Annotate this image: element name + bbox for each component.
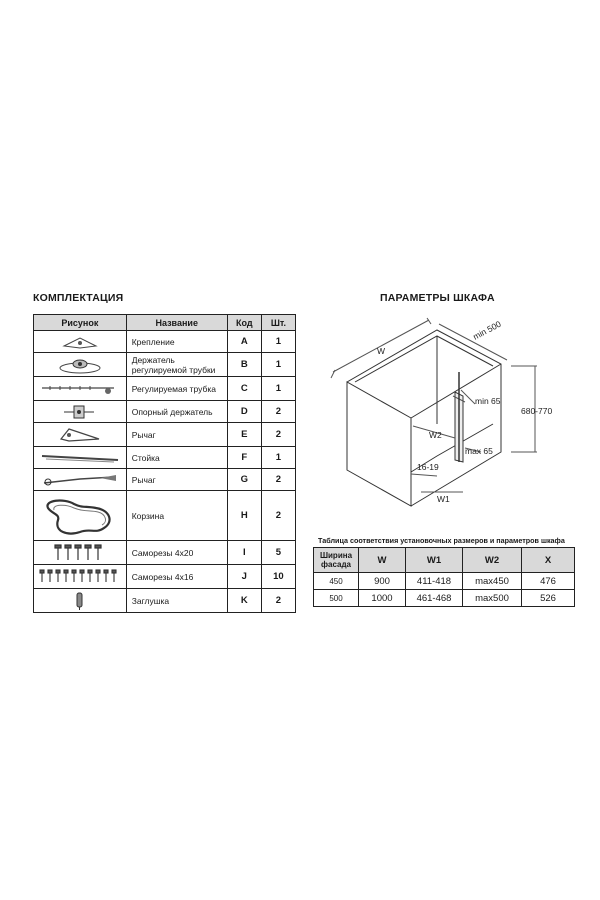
cell-w2: max500 — [463, 590, 522, 607]
label-height: 680-770 — [521, 406, 553, 416]
item-qty: 2 — [261, 401, 295, 423]
header-qty: Шт. — [261, 315, 295, 331]
item-name: Заглушка — [126, 589, 227, 613]
item-qty: 1 — [261, 331, 295, 353]
item-name: Держатель регулируемой трубки — [126, 353, 227, 377]
table-row — [34, 377, 296, 401]
cell-facade: 500 — [314, 590, 359, 607]
kit-title: КОМПЛЕКТАЦИЯ — [33, 292, 124, 304]
table-row — [34, 423, 296, 447]
table-row — [34, 331, 296, 353]
cell-w1: 411-418 — [406, 573, 463, 590]
lever-e-icon — [55, 425, 105, 445]
cell-w1: 461-468 — [406, 590, 463, 607]
table-row — [314, 590, 575, 607]
lever-g-icon — [40, 473, 120, 487]
item-code: C — [227, 377, 261, 401]
item-name: Саморезы 4х20 — [126, 541, 227, 565]
adjustable-tube-icon — [40, 383, 120, 395]
label-w2: W2 — [429, 430, 442, 440]
table-row — [34, 447, 296, 469]
item-code: K — [227, 589, 261, 613]
item-code: I — [227, 541, 261, 565]
cell-w: 1000 — [359, 590, 406, 607]
label-min500: min 500 — [471, 318, 503, 342]
kit-table-header — [34, 315, 296, 331]
table-row — [34, 401, 296, 423]
support-holder-icon — [60, 403, 100, 421]
table-row — [314, 573, 575, 590]
cell-x: 476 — [522, 573, 575, 590]
cell-facade: 450 — [314, 573, 359, 590]
cell-w: 900 — [359, 573, 406, 590]
item-name: Крепление — [126, 331, 227, 353]
item-code: A — [227, 331, 261, 353]
table-row — [34, 541, 296, 565]
cabinet-params-title: ПАРАМЕТРЫ ШКАФА — [380, 292, 495, 304]
label-w: W — [377, 346, 386, 356]
item-name: Корзина — [126, 491, 227, 541]
header-w: W — [359, 548, 406, 573]
item-name: Стойка — [126, 447, 227, 469]
cell-w2: max450 — [463, 573, 522, 590]
item-qty: 10 — [261, 565, 295, 589]
plug-icon — [70, 591, 90, 611]
item-qty: 1 — [261, 353, 295, 377]
item-code: G — [227, 469, 261, 491]
header-code: Код — [227, 315, 261, 331]
item-name: Рычаг — [126, 423, 227, 447]
screws-4x16-icon — [37, 568, 123, 586]
item-name: Регулируемая трубка — [126, 377, 227, 401]
basket-icon — [40, 494, 120, 538]
item-qty: 1 — [261, 447, 295, 469]
item-name: Саморезы 4х16 — [126, 565, 227, 589]
item-code: D — [227, 401, 261, 423]
header-w1: W1 — [406, 548, 463, 573]
cabinet-diagram — [325, 312, 575, 517]
table-row — [34, 565, 296, 589]
item-qty: 2 — [261, 491, 295, 541]
item-name: Рычаг — [126, 469, 227, 491]
params-table-header — [314, 548, 575, 573]
item-code: F — [227, 447, 261, 469]
tube-holder-icon — [55, 355, 105, 375]
item-name: Опорный держатель — [126, 401, 227, 423]
table-row — [34, 589, 296, 613]
table-row — [34, 469, 296, 491]
kit-table — [33, 314, 296, 613]
table-row — [34, 491, 296, 541]
item-qty: 2 — [261, 423, 295, 447]
item-qty: 2 — [261, 589, 295, 613]
label-max65: max 65 — [465, 446, 493, 456]
label-gap: 16-19 — [417, 462, 439, 472]
rack-icon — [40, 452, 120, 464]
header-w2: W2 — [463, 548, 522, 573]
table-row — [34, 353, 296, 377]
label-min65: min 65 — [475, 396, 501, 406]
item-qty: 1 — [261, 377, 295, 401]
header-x: X — [522, 548, 575, 573]
item-code: J — [227, 565, 261, 589]
item-code: B — [227, 353, 261, 377]
header-picture: Рисунок — [34, 315, 127, 331]
header-name: Название — [126, 315, 227, 331]
item-qty: 2 — [261, 469, 295, 491]
params-table — [313, 547, 575, 607]
cell-x: 526 — [522, 590, 575, 607]
header-facade: Ширина фасада — [314, 548, 359, 573]
item-qty: 5 — [261, 541, 295, 565]
screws-4x20-icon — [50, 543, 110, 563]
params-caption: Таблица соответствия установочных размеров и параметров шкафа — [318, 536, 565, 545]
item-code: H — [227, 491, 261, 541]
label-w1: W1 — [437, 494, 450, 504]
mount-bracket-icon — [60, 334, 100, 350]
item-code: E — [227, 423, 261, 447]
